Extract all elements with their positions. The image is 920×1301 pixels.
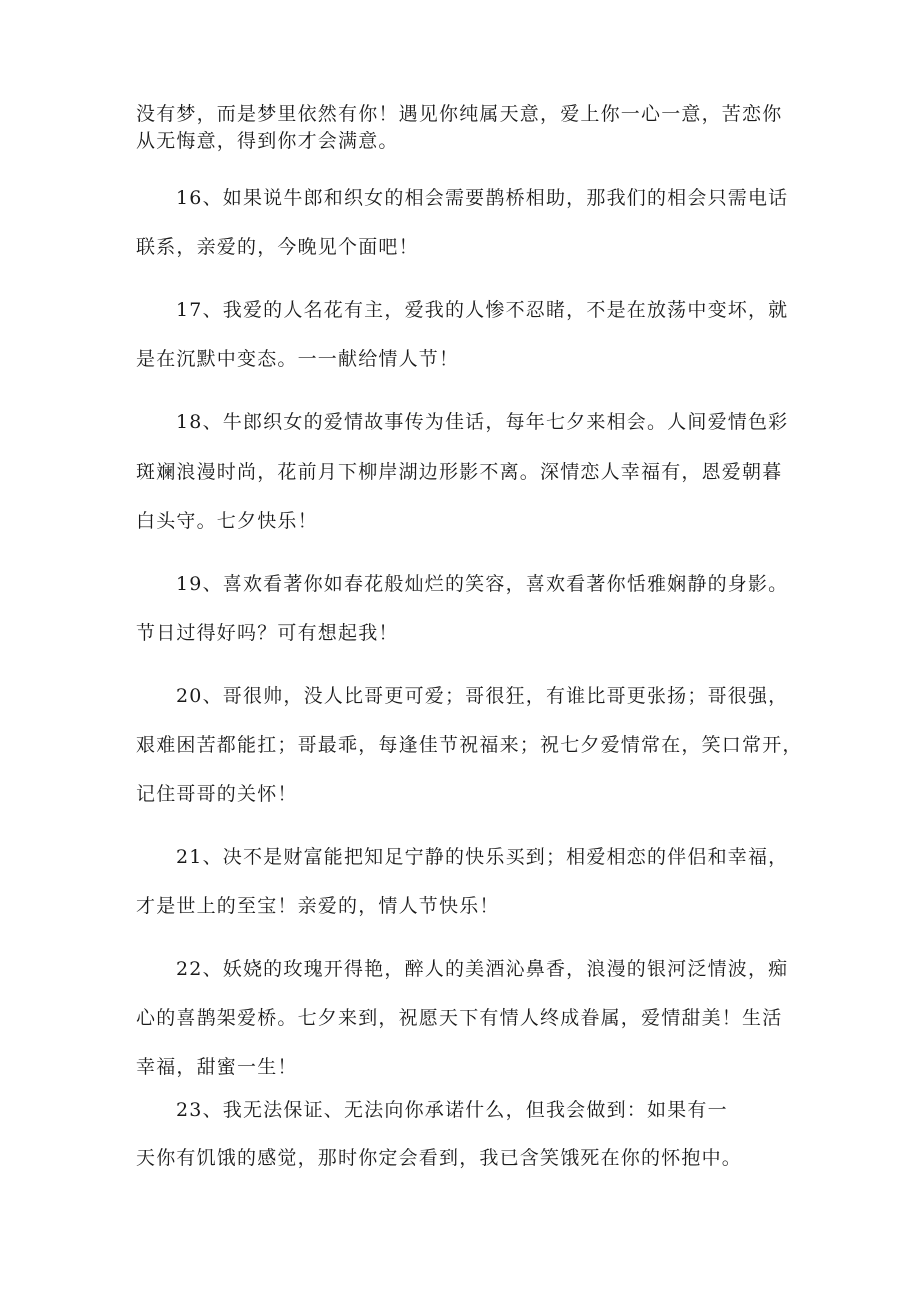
text-line: 斑斓浪漫时尚，花前月下柳岸湖边形影不离。深情恋人幸福有，恩爱朝暮 (136, 461, 783, 483)
text-line: 17、我爱的人名花有主，爱我的人惨不忍睹，不是在放荡中变坏，就 (176, 299, 789, 321)
text-line: 天你有饥饿的感觉，那时你定会看到，我已含笑饿死在你的怀抱中。 (136, 1147, 743, 1169)
text-line: 幸福，甜蜜一生！ (136, 1056, 298, 1078)
text-line: 从无悔意，得到你才会满意。 (136, 130, 399, 152)
text-line: 没有梦，而是梦里依然有你！遇见你纯属天意，爱上你一心一意，苦恋你 (136, 103, 783, 125)
text-line: 18、牛郎织女的爱情故事传为佳话，每年七夕来相会。人间爱情色彩 (176, 411, 789, 433)
text-line: 记住哥哥的关怀！ (136, 783, 298, 805)
text-line: 21、决不是财富能把知足宁静的快乐买到；相爱相恋的伴侣和幸福， (176, 846, 789, 868)
text-line: 艰难困苦都能扛；哥最乖，每逢佳节祝福来；祝七夕爱情常在，笑口常开， (136, 734, 803, 756)
text-line: 联系，亲爱的，今晚见个面吧！ (136, 236, 419, 258)
text-line: 16、如果说牛郎和织女的相会需要鹊桥相助，那我们的相会只需电话 (176, 187, 789, 209)
text-line: 才是世上的至宝！亲爱的，情人节快乐！ (136, 895, 500, 917)
text-line: 是在沉默中变态。一一献给情人节！ (136, 348, 460, 370)
text-line: 23、我无法保证、无法向你承诺什么，但我会做到：如果有一 (176, 1099, 728, 1121)
text-line: 20、哥很帅，没人比哥更可爱；哥很狂，有谁比哥更张扬；哥很强， (176, 685, 789, 707)
text-line: 22、妖娆的玫瑰开得艳，醉人的美酒沁鼻香，浪漫的银河泛情波，痴 (176, 958, 789, 980)
text-line: 白头守。七夕快乐！ (136, 510, 318, 532)
text-line: 节日过得好吗？可有想起我！ (136, 622, 399, 644)
text-line: 心的喜鹊架爱桥。七夕来到，祝愿天下有情人终成眷属，爱情甜美！生活 (136, 1007, 783, 1029)
text-line: 19、喜欢看著你如春花般灿烂的笑容，喜欢看著你恬雅娴静的身影。 (176, 573, 789, 595)
